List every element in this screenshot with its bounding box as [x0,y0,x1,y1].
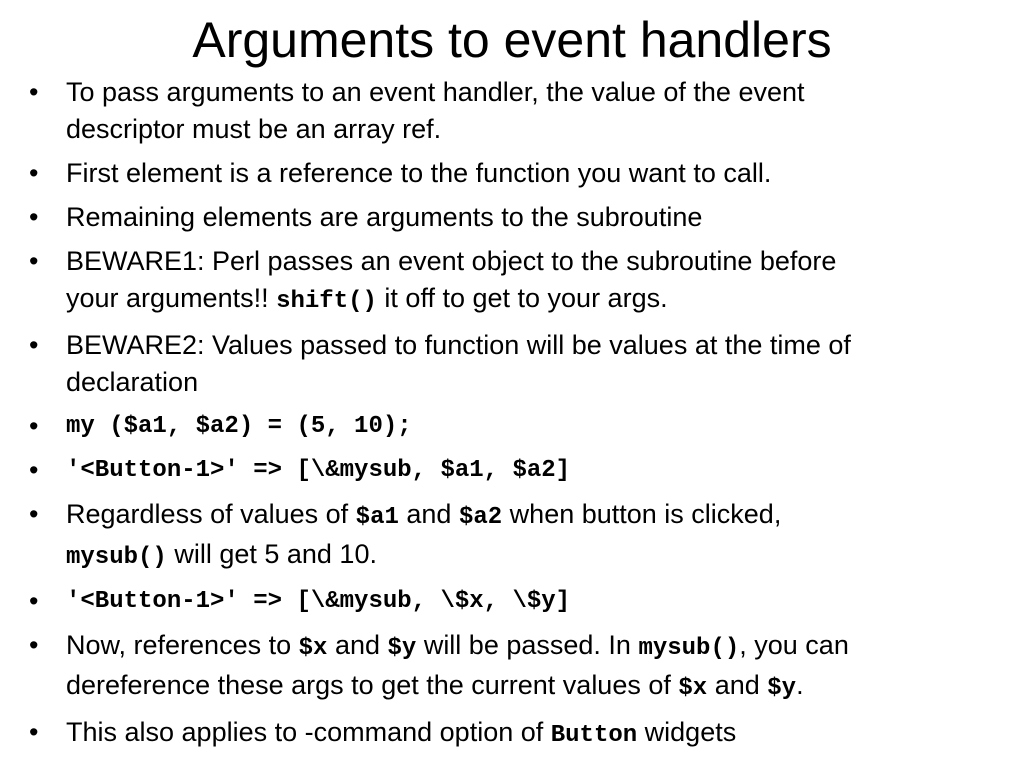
bullet-array-ref [0,74,1024,148]
bullet-text: BEWARE1: Perl passes an event object to the subroutine before [66,246,837,276]
inline-code: $a1 [355,504,399,531]
bullet-regardless-of-values [0,496,1024,576]
bullet-marker: • [29,586,39,616]
inline-code: $y [387,635,417,662]
inline-code: shift() [276,288,377,315]
bullet-beware1 [0,243,1024,320]
bullet-text: declaration [66,367,199,397]
bullet-text: will be passed. In [416,630,639,660]
inline-code: $a2 [458,504,503,531]
bullet-code-declaration [0,408,1024,445]
bullet-text: it off to get to your args. [376,283,668,313]
code-snippet: my ($a1, $a2) = (5, 10); [66,413,412,440]
bullet-text: your arguments!! [66,283,277,313]
bullet-text: will get 5 and 10. [166,539,377,569]
bullet-text: Now, references to [66,630,299,660]
bullet-text: and [398,499,459,529]
bullet-text: . [796,670,804,700]
bullet-text: and [327,630,388,660]
inline-code: mysub() [638,635,740,662]
bullet-text: dereference these args to get the current values of [66,670,679,700]
bullet-marker: • [29,499,39,529]
bullet-marker: • [29,77,39,107]
bullet-references-passed [0,627,1024,707]
bullet-remaining-elements [0,199,1024,236]
bullet-marker: • [29,246,39,276]
bullet-text: when button is clicked, [502,499,782,529]
bullet-marker: • [29,717,39,747]
bullet-text: This also applies to -command option of [66,717,551,747]
code-snippet: '<Button-1>' => [\&mysub, $a1, $a2] [66,457,571,484]
bullet-text: widgets [637,717,737,747]
bullet-marker: • [29,202,39,232]
bullet-text: descriptor must be an array ref. [66,114,442,144]
bullet-list [0,74,1024,761]
bullet-text: To pass arguments to an event handler, the value of the event [66,77,805,107]
bullet-command-option [0,714,1024,754]
bullet-text: and [707,670,768,700]
inline-code: $y [767,675,797,702]
bullet-marker: • [29,158,39,188]
bullet-beware2 [0,327,1024,401]
bullet-text: BEWARE2: Values passed to function will be values at the time of [66,330,851,360]
inline-code: mysub() [66,544,167,571]
bullet-marker: • [29,411,39,441]
slide-title: Arguments to event handlers [192,12,832,68]
bullet-marker: • [29,455,39,485]
bullet-text: Remaining elements are arguments to the subroutine [66,202,703,232]
inline-code: $x [298,635,328,662]
bullet-text: , you can [739,630,849,660]
inline-code: $x [678,675,708,702]
bullet-marker: • [29,330,39,360]
code-snippet: '<Button-1>' => [\&mysub, \$x, \$y] [66,588,571,615]
bullet-marker: • [29,630,39,660]
bullet-code-binding-values [0,452,1024,489]
bullet-text: First element is a reference to the function you want to call. [66,158,772,188]
inline-code: Button [550,722,638,749]
bullet-text: Regardless of values of [66,499,356,529]
bullet-first-element [0,155,1024,192]
bullet-code-binding-refs [0,583,1024,620]
